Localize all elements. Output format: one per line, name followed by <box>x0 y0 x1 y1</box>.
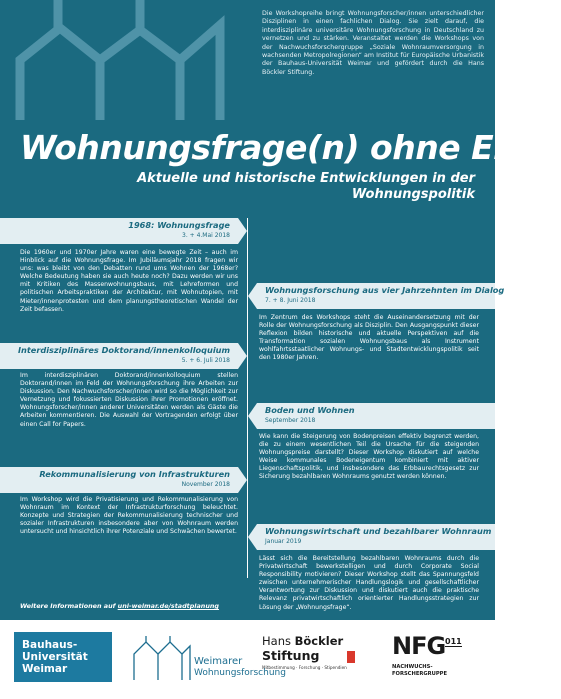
more-info-text <box>20 602 219 610</box>
event-banner <box>0 218 238 244</box>
houses-logo-icon <box>130 634 194 682</box>
event-text: Wie kann die Steigerung von Bodenpreisen effektiv begrenzt werden, die zu einem wesentlichen Teil die Ursache für die steigenden Wohnungspreise darstellt? Dieser Workshop diskutiert auf welche Weise kommunales Bodeneigentum kombiniert mit aktiver Liegenschaftspolitik, und insbesondere das Erbbaurechtsgesetz zur Sicherung bezahlbaren Wohnraums genutzt werden können. <box>259 433 479 481</box>
hans-boeckler-logo <box>262 634 372 684</box>
event-title: Rekommunalisierung von Infrastrukturen <box>39 469 230 479</box>
banner-arrow <box>248 403 257 429</box>
event-title: 1968: Wohnungsfrage <box>128 220 230 230</box>
houses-graphic <box>0 0 250 130</box>
ww-logo-line1: Weimarer <box>194 656 243 667</box>
event-date: Januar 2019 <box>265 538 302 545</box>
bauhaus-logo <box>14 632 112 682</box>
banner-arrow <box>248 283 257 309</box>
logo-bar <box>0 620 495 699</box>
ww-logo-line2: Wohnungsforschung <box>194 668 286 678</box>
page-subtitle: Aktuelle und historische Entwicklungen in der Wohnungspolitik <box>137 171 475 202</box>
event-text: Die 1960er und 1970er Jahre waren eine bewegte Zeit – auch im Hinblick auf die Wohnungsfrage. Im Jubiläumsjahr 2018 fragen wir uns: was bleibt von den Debatten rund ums Wohnen der 1968er? Welche Bedeutung haben sie auch heute noch? Dazu werden wir uns mit Kritiken des Massenwohnungsbaus, mit Lehreformen und politischen Arbeitspraktiken der Architektur, mit Wohnutopien, mit Mieter/innenprotesten und dem planungstheoretischen Wandel der Zeit befassen. <box>20 249 238 313</box>
event-title: Wohnungswirtschaft und bezahlbarer Wohnraum <box>265 526 492 536</box>
banner-arrow <box>238 343 247 369</box>
event-date: 3. + 4.Mai 2018 <box>182 232 230 239</box>
event-text: Im Workshop wird die Privatisierung und Rekommunalisierung von Wohnraum im Kontext der Infrastrukturforschung beleuchtet. Konzepte und Strategien der Rekommunalisierung technischer und sozialer Infrastrukturen insbesondere aber von Wohnraum werden untersucht und hinsichtlich ihrer Potenziale und Schwächen bewertet. <box>20 496 238 536</box>
banner-arrow <box>238 467 247 493</box>
event-text: Lässt sich die Bereitstellung bezahlbaren Wohnraums durch die Privatwirtschaft bewerkstelligen und durch Corporate Social Responsibility motivieren? Dieser Workshop stellt das Spannungsfeld zwischen unternehmerischer Handlungslogik und gesellschaftlicher Verantwortung zur Diskussion und diskutiert auch die praktische Relevanz privatwirtschaftlich orientierter Handlungsstrategien zur Lösung der „Wohnungsfrage“. <box>259 555 479 611</box>
hb-logo-tagline: Mitbestimmung · Forschung · Stipendien <box>262 665 347 670</box>
hb-logo-boeckler: Böckler <box>294 634 344 648</box>
event-banner <box>257 524 495 550</box>
banner-arrow <box>238 218 247 244</box>
event-text: Im Zentrum des Workshops steht die Auseinandersetzung mit der Rolle der Wohnungsforschung als Disziplin. Den Ausgangspunkt dieser Reflexion bilden historische und aktuelle Perspektiven auf die Transformation sozialen Wohnungsbaus als Instrument wohlfahrtsstaatlicher Wohnungs- und Stadtentwicklungspolitik seit den 1980er Jahren. <box>259 314 479 362</box>
event-title: Wohnungsforschung aus vier Jahrzehnten im Dialog <box>265 285 505 295</box>
more-info-link[interactable]: uni-weimar.de/stadtplanung <box>117 602 220 610</box>
banner-arrow <box>248 524 257 550</box>
bauhaus-logo-line: Universität <box>22 651 88 663</box>
event-date: November 2018 <box>181 481 230 488</box>
more-info-prefix: Weitere Informationen auf <box>20 602 118 610</box>
event-banner <box>0 343 238 369</box>
page-title: Wohnungsfrage(n) ohne Ende <box>20 128 561 167</box>
event-date: 5. + 6. Juli 2018 <box>181 357 230 364</box>
nfg-logo-line1: NACHWUCHS- <box>392 664 433 670</box>
bauhaus-logo-line: Bauhaus- <box>22 639 78 651</box>
hb-logo-redbar <box>347 651 355 663</box>
event-banner <box>257 403 495 429</box>
nfg-logo <box>392 632 482 688</box>
event-title: Interdisziplinäres Doktorand/innenkolloquium <box>18 345 230 355</box>
hb-logo-hans: Hans <box>262 634 295 648</box>
nfg-logo-line2: FORSCHERGRUPPE <box>392 671 447 677</box>
event-text: Im interdisziplinären Doktorand/innenkolloquium stellen Doktorand/innen im Feld der Wohnungsforschung ihre Arbeiten zur Diskussion. Den Nachwuchsforscher/innen wird so die Möglichkeit zur Vernetzung und fokussierten Diskussion ihrer Promotionen eröffnet. Wohnungsforscher/innen anderer Universitäten werden als Gäste die Arbeiten kommentieren. Die Auswahl der Vortragenden erfolgt über einen Call for Papers. <box>20 372 238 428</box>
nfg-logo-letters: NFG <box>392 632 446 660</box>
hb-logo-stiftung: Stiftung <box>262 648 320 663</box>
bauhaus-logo-line: Weimar <box>22 663 68 675</box>
intro-text: Die Workshopreihe bringt Wohnungsforscher/innen unterschiedlicher Disziplinen in einen fachlichen Dialog. Sie zielt darauf, die interdisziplinäre universitäre Wohnungsforschung in Deutschland zu vernetzen und zu stärken. Veranstaltet werden die Workshops von der Nachwuchsforschergruppe „Soziale Wohnraumversorgung in wachsenden Metropolregionen“ am Institut für Europäische Urbanistik der Bauhaus-Universität Weimar und gefördert durch die Hans Böckler Stiftung. <box>262 10 484 76</box>
event-banner <box>0 467 238 493</box>
event-title: Boden und Wohnen <box>265 405 355 415</box>
nfg-logo-number: 011 <box>445 637 462 646</box>
event-date: September 2018 <box>265 417 316 424</box>
event-date: 7. + 8. Juni 2018 <box>265 297 316 304</box>
event-banner <box>257 283 505 309</box>
